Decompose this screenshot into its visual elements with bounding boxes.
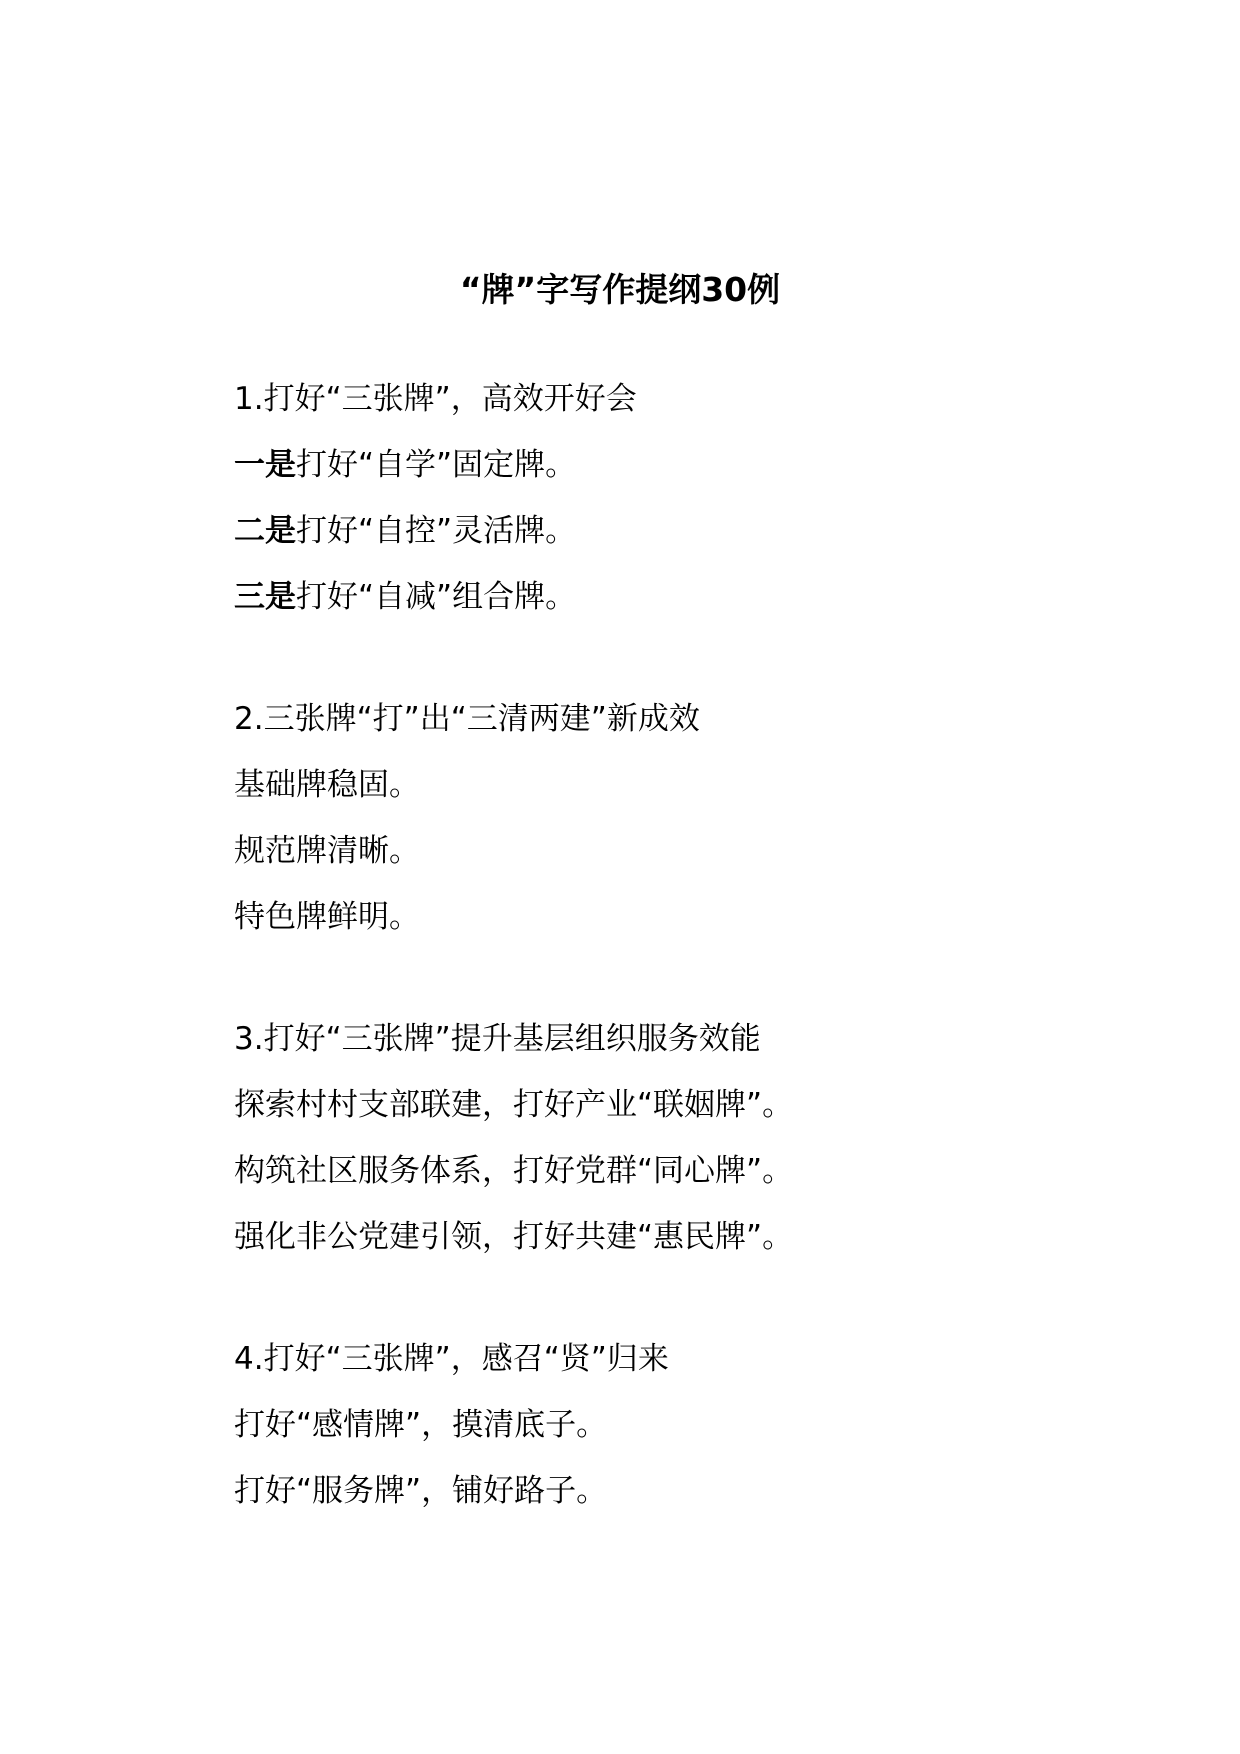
outline-item [234, 564, 1034, 630]
outline-item: 构筑社区服务体系，打好党群“同心牌”。 [234, 1153, 794, 1189]
outline-item: 强化非公党建引领，打好共建“惠民牌”。 [234, 1219, 794, 1255]
outline-section-2 [234, 686, 1034, 950]
outline-item: 规范牌清晰。 [234, 833, 420, 869]
outline-section-1 [234, 366, 1034, 630]
document-title: “牌”字写作提纲30例 [459, 270, 781, 309]
outline-section-4 [234, 1326, 1034, 1524]
section-heading: 3.打好“三张牌”提升基层组织服务效能 [234, 1021, 761, 1057]
section-heading: 4.打好“三张牌”，感召“贤”归来 [234, 1341, 669, 1377]
outline-item: 基础牌稳固。 [234, 767, 420, 803]
document-body [234, 366, 1034, 1580]
outline-item [234, 432, 1034, 498]
outline-item: 探索村村支部联建，打好产业“联姻牌”。 [234, 1087, 794, 1123]
item-text: 打好“自减”组合牌。 [296, 579, 577, 615]
item-lead: 一是 [234, 447, 296, 483]
item-lead: 三是 [234, 579, 296, 615]
outline-item [234, 498, 1034, 564]
item-text: 打好“自学”固定牌。 [296, 447, 577, 483]
section-heading: 2.三张牌“打”出“三清两建”新成效 [234, 701, 700, 737]
item-text: 打好“自控”灵活牌。 [296, 513, 577, 549]
outline-item: 特色牌鲜明。 [234, 899, 420, 935]
section-heading: 1.打好“三张牌”，高效开好会 [234, 381, 637, 417]
outline-section-3 [234, 1006, 1034, 1270]
outline-item: 打好“服务牌”，铺好路子。 [234, 1473, 608, 1509]
item-lead: 二是 [234, 513, 296, 549]
outline-item: 打好“感情牌”，摸清底子。 [234, 1407, 608, 1443]
